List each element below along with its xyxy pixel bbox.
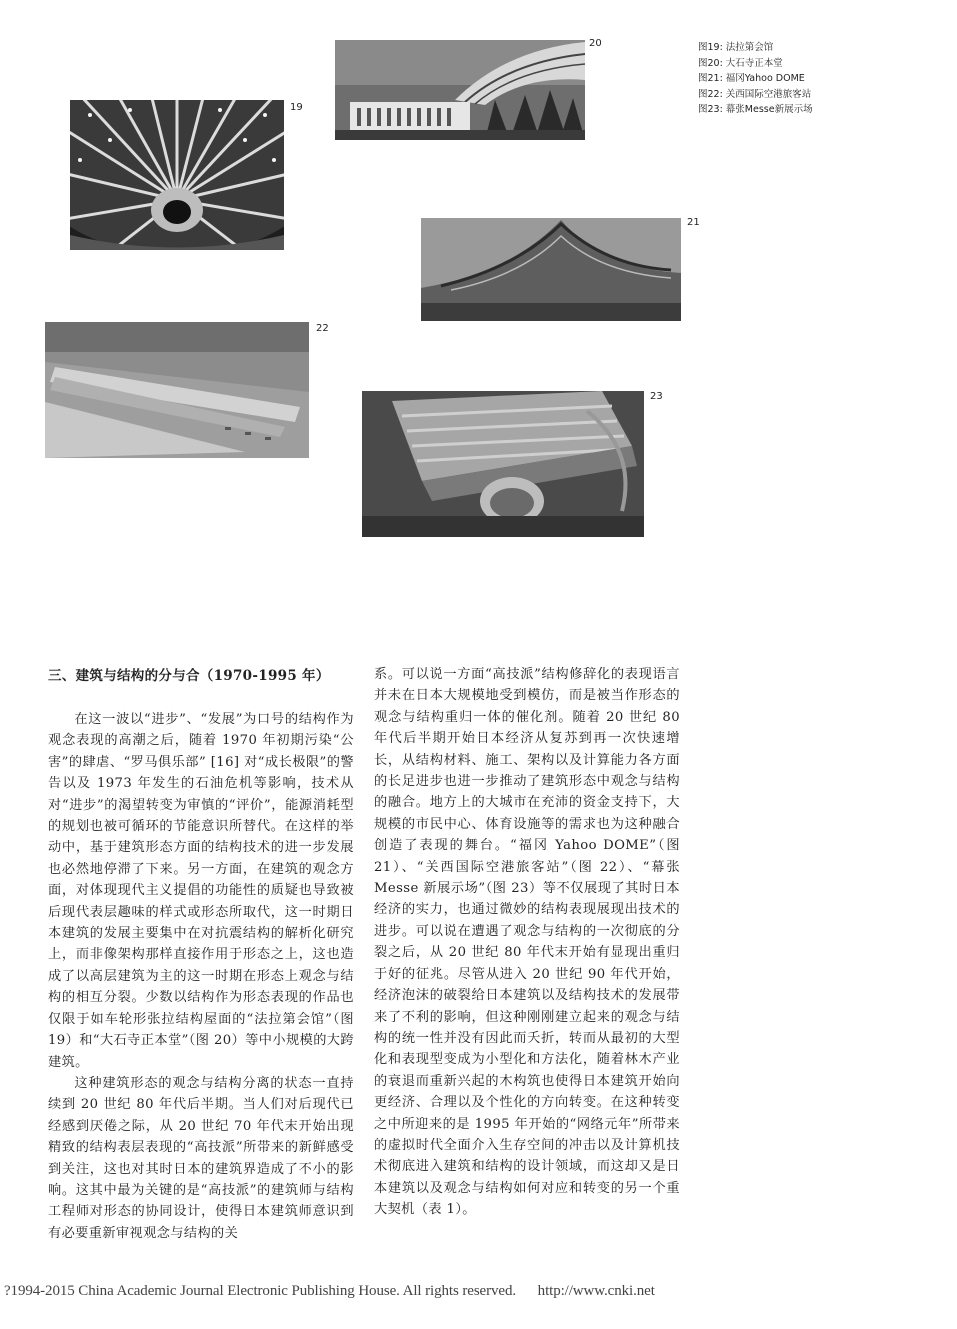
caption-20: 图20: 大石寺正本堂 bbox=[698, 57, 783, 69]
caption-19: 图19: 法拉第会馆 bbox=[698, 42, 774, 53]
body-column-right bbox=[374, 664, 680, 1221]
figure-23-number: 23 bbox=[650, 391, 663, 402]
paragraph: 这种建筑形态的观念与结构分离的状态一直持续到 20 世纪 80 年代后半期。当人们对后现代已经感到厌倦之际，从 20 世纪 70 年代末开始出现精致的结构表层表现的“高技派”所带来的新鲜感受到关注，这也对其时日本的建筑界造成了不小的影响。这其中最为关键的是“高技派”的建筑师与结构工程师对形态的协同设计，使得日本建筑师意识到有必要重新审视观念与结构的关 bbox=[48, 1075, 354, 1241]
paragraph: 在这一波以“进步”、“发展”为口号的结构作为观念表现的高潮之后，随着 1970 年初期污染“公害”的肆虐、“罗马俱乐部” [16] 对“成长极限”的警告以及 1973 年发生的石油危机等影响，技术从对“进步”的渴望转变为审慎的“评价”，能源消耗型的规划也被可循环的节能意识所替代。在这样的举动中，基于建筑形态方面的结构技术的进一步发展也必然地停滞了下来。另一方面，在建筑的观念方面，对体现现代主义提倡的功能性的质疑也导致被后现代表层趣味的样式或形态所取代，这一时期日本建筑的发展主要集中在对抗震结构的解析化研究上，而非像架构那样直接作用于形态之上，这也造成了以高层建筑为主的这一时期在形态上观念与结构的相互分裂。少数以结构作为形态表现的作品也仅限于如车轮形张拉结构屋面的“法拉第会馆”（图 19）和“大石寺正本堂”（图 20）等中小规模的大跨建筑。 bbox=[48, 712, 354, 1070]
section-title: 三、建筑与结构的分与合（1970-1995 年） bbox=[48, 668, 330, 684]
caption-21: 图21: 福冈Yahoo DOME bbox=[698, 73, 805, 84]
figure-21-photo bbox=[421, 218, 681, 321]
figure-20-number: 20 bbox=[589, 38, 602, 49]
paragraph: 系。可以说一方面“高技派”结构修辞化的表现语言并未在日本大规模地受到模仿，而是被当作形态的观念与结构重归一体的催化剂。随着 20 世纪 80 年代后半期开始日本经济从复苏到再一次快速增长，从结构材料、施工、架构以及计算能力各方面的长足进步也进一步推动了建筑形态中观念与结构的融合。地方上的大城市在充沛的资金支持下，大规模的市民中心、体育设施等的需求也为这种融合创造了表现的舞台。“福冈 Yahoo DOME”（图 21）、“关西国际空港旅客站”（图 22）、“幕张 Messe 新展示场”（图 23）等不仅展现了其时日本经济的实力，也通过微妙的结构表现展现出技术的进步。可以说在遭遇了观念与结构的一次彻底的分裂之后，从 20 世纪 80 年代末开始有显现出重归于好的征兆。尽管从进入 20 世纪 90 年代开始，经济泡沫的破裂给日本建筑以及结构技术的发展带来了不利的影响，但这种刚刚建立起来的观念与结构的统一性并没有因此而夭折，转而从最初的大型化和表现型变成为小型化和方法化，随着林木产业的衰退而重新兴起的木构筑也使得日本建筑开始向更经济、合理以及个性化的方向转变。在这种转变之中所迎来的是 1995 年开始的“网络元年”所带来的虚拟时代全面介入生存空间的冲击以及计算机技术彻底进入建筑和结构的设计领域，而这却又是日本建筑以及观念与结构如何对应和转变的另一个重大契机（表 1）。 bbox=[374, 667, 680, 1218]
figure-23-photo bbox=[362, 391, 644, 537]
body-column-left bbox=[48, 709, 354, 1244]
copyright-notice: ?1994-2015 China Academic Journal Electronic Publishing House. All rights reserved. bbox=[4, 1283, 517, 1299]
figure-19-number: 19 bbox=[290, 102, 303, 113]
figure-20-photo bbox=[335, 40, 585, 140]
figure-22-photo bbox=[45, 322, 309, 458]
figure-captions bbox=[698, 40, 813, 118]
caption-22: 图22: 关西国际空港旅客站 bbox=[698, 88, 812, 100]
footer-url[interactable]: http://www.cnki.net bbox=[537, 1283, 655, 1299]
footer bbox=[0, 1283, 957, 1300]
caption-23: 图23: 幕张Messe新展示场 bbox=[698, 104, 813, 115]
figure-21-number: 21 bbox=[687, 217, 700, 228]
figure-22-number: 22 bbox=[316, 323, 329, 334]
figure-19-photo bbox=[70, 100, 284, 250]
